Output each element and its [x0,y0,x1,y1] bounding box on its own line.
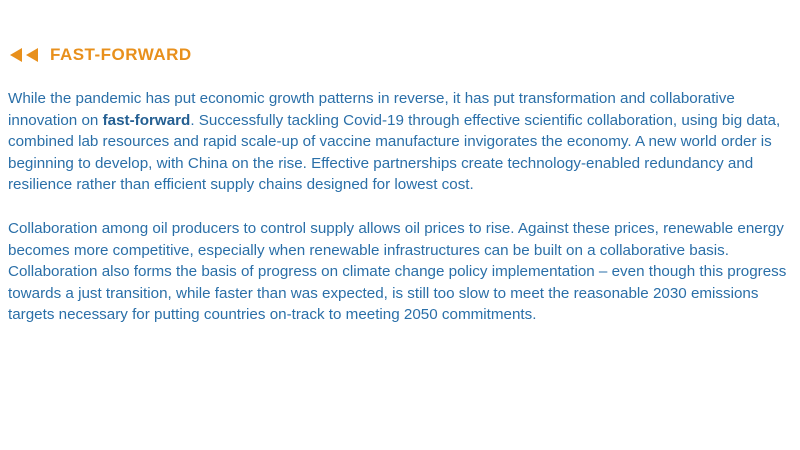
body-text [8,88,788,348]
paragraph-2: Collaboration among oil producers to control supply allows oil prices to rise. Against these prices, renewable energy becomes more competitive, especially when renewable infrastructures can be built on a collaborative basis. Collaboration also forms the basis of progress on climate change policy implementation – even though this progress towards a just transition, while faster than was expected, is still too slow to meet the reasonable 2030 emissions targets necessary for putting countries on-track to meeting 2050 commitments. [8,219,787,324]
paragraph-1 [8,88,788,196]
paragraph-1-start: While the pandemic has put economic growth patterns in reverse, it has put transformation and collaborative innovation on [8,90,735,129]
fast-forward-icon [8,47,42,63]
heading-title: FAST-FORWARD [50,45,192,64]
section-heading [8,44,192,66]
emphasis-fast-forward: fast-forward [102,111,191,129]
paragraph-1-end: . Successfully tackling Covid-19 through effective scientific collaboration, using big data, combined lab resources and rapid scale-up of vaccine manufacture invigorates the economy. A new world order is beginning to develop, with China on the rise. Effective partnerships create technology-enabled redundancy and resilience rather than efficient supply chains designed for lowest cost. [8,111,781,194]
